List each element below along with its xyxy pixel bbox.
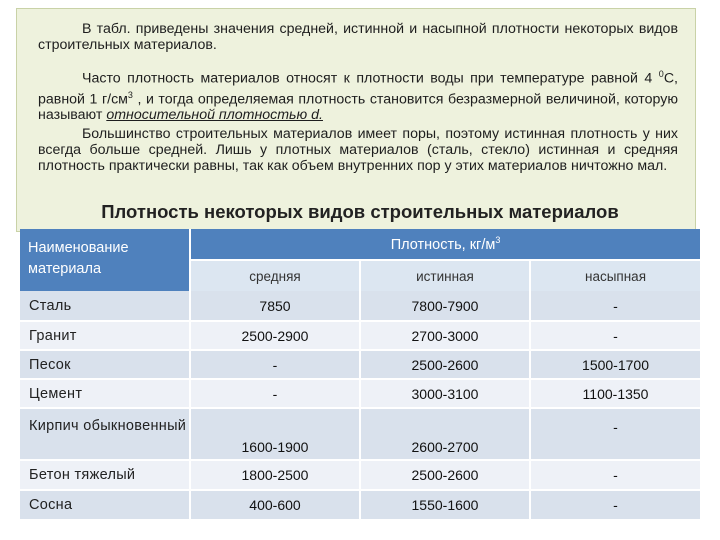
cell-bulk: -: [530, 460, 700, 490]
cell-true: 7800-7900: [360, 291, 530, 321]
cell-name: Сталь: [20, 291, 190, 321]
intro-paragraph-3: [38, 127, 678, 174]
cell-name: Гранит: [20, 321, 190, 350]
header-density-exponent: 3: [495, 235, 501, 246]
table-row-pine: [20, 490, 700, 520]
cell-average: -: [190, 379, 360, 408]
cell-average: 2500-2900: [190, 321, 360, 350]
subheader-bulk: насыпная: [530, 260, 700, 291]
intro-paragraph-2: [38, 67, 678, 124]
intro-p2-degree: 0: [658, 69, 664, 79]
intro-p1-first-word: В: [82, 21, 92, 37]
cell-bulk: -: [530, 408, 700, 460]
cell-average: 1800-2500: [190, 460, 360, 490]
cell-bulk: 1500-1700: [530, 350, 700, 379]
cell-true: 1550-1600: [360, 490, 530, 520]
intro-p1-text: табл. приведены значения средней, истинной и насыпной плотности некоторых видов строительных материалов.: [38, 21, 678, 53]
density-table: [20, 229, 700, 521]
intro-paragraph-1: [38, 22, 678, 54]
cell-true: 2600-2700: [360, 408, 530, 460]
table-row-steel: [20, 291, 700, 321]
cell-average: 7850: [190, 291, 360, 321]
cell-true: 3000-3100: [360, 379, 530, 408]
table-title: Плотность некоторых видов строительных материалов: [101, 201, 619, 222]
table-row-brick: [20, 408, 700, 460]
intro-p2-text-a: Часто плотность материалов относят к плотности воды при температуре равной 4: [82, 70, 659, 87]
cell-name: Песок: [20, 350, 190, 379]
cell-bulk: -: [530, 321, 700, 350]
table-row-concrete: [20, 460, 700, 490]
table-row-sand: [20, 350, 700, 379]
cell-average: 400-600: [190, 490, 360, 520]
cell-bulk: -: [530, 291, 700, 321]
header-density: [190, 229, 700, 260]
table-row-granite: [20, 321, 700, 350]
intro-p3-text: Большинство строительных материалов имеет поры, поэтому истинная плотность у них всегда больше средней. Лишь у плотных материалов (сталь, стекло) истинная и средняя плотность практически равны, так как объем внутренних пор у этих материалов ничтожно мал.: [38, 126, 678, 174]
cell-name: Цемент: [20, 379, 190, 408]
table-row-cement: [20, 379, 700, 408]
cell-true: 2500-2600: [360, 460, 530, 490]
subheader-average: средняя: [190, 260, 360, 291]
intro-p2-text-b: С, равной 1 г/см: [38, 70, 678, 108]
cell-bulk: 1100-1350: [530, 379, 700, 408]
cell-true: 2700-3000: [360, 321, 530, 350]
cell-bulk: -: [530, 490, 700, 520]
cell-name: Бетон тяжелый: [20, 460, 190, 490]
cell-name: Сосна: [20, 490, 190, 520]
intro-p2-exponent: 3: [127, 89, 133, 100]
cell-true: 2500-2600: [360, 350, 530, 379]
cell-average: 1600-1900: [190, 408, 360, 460]
cell-average: -: [190, 350, 360, 379]
intro-p2-term: относительной плотностью d.: [106, 107, 323, 124]
intro-p2-text-c: , и тогда определяемая плотность становится безразмерной величиной, которую называют: [38, 91, 678, 124]
cell-name: Кирпич обыкновенный: [20, 408, 190, 460]
header-density-label: Плотность, кг/м: [390, 236, 496, 253]
header-material-name: Наименование материала: [20, 229, 190, 291]
subheader-true: истинная: [360, 260, 530, 291]
